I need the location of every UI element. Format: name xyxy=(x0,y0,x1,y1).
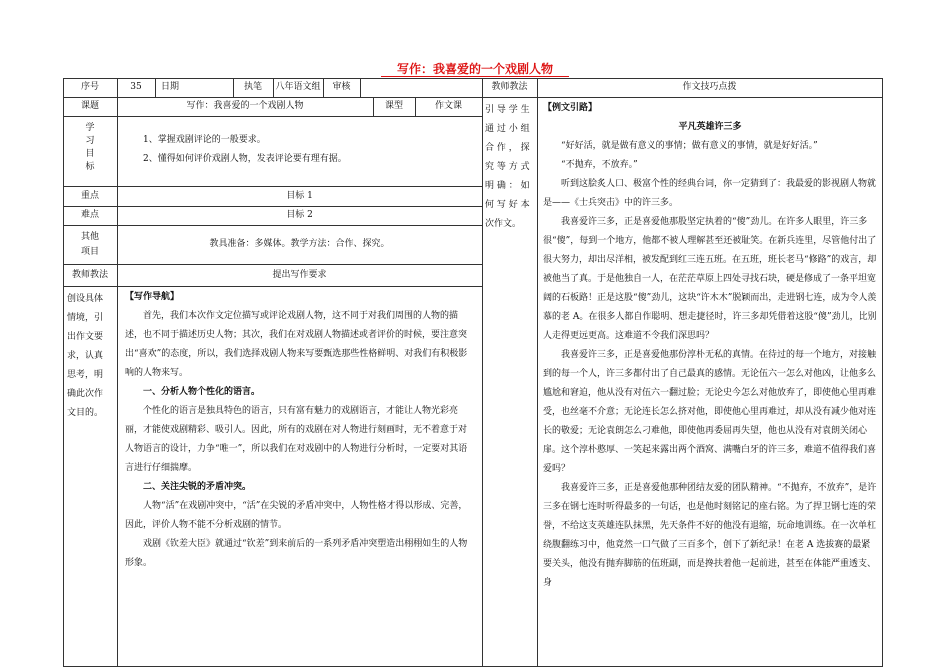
method-description-left: 创设具体 情境，引 出作文要 求，认真 思考，明 确此次作 文目的。 xyxy=(67,294,104,418)
col-divider xyxy=(482,78,483,667)
writer-value: 八年语文组 xyxy=(275,82,321,92)
row-divider xyxy=(63,116,482,117)
topic-label: 课题 xyxy=(80,101,99,111)
guide-subheading: 一、分析人物个性化的语言。 xyxy=(143,387,261,397)
essay-paragraph: 我喜爱许三多，正是喜爱他那种团结友爱的团队精神。“不抛弃，不放弃”，是许三多在钢七连时听得最多的一句话，也是他时刻铭记的座右铭。为了捍卫钢七连的荣誉，不给这支英雄连队抹黑，先天条件不好的他没有退缩，玩命地训练。在一次单杠绕腹翻练习中，他竟然一口气做了三百多个，创下了新纪录！在老 A 选拔赛的最紧要关头，他没有抛弃脚筋的伍班副，而是搀扶着他一起前进，甚至在体能严重透支、身 xyxy=(543,483,877,588)
table-border-right xyxy=(882,78,883,667)
example-section xyxy=(543,99,877,664)
lesson-plan-table xyxy=(63,78,883,667)
date-label: 日期 xyxy=(161,82,180,92)
type-value: 作文课 xyxy=(434,101,462,111)
type-label: 课型 xyxy=(384,101,403,111)
guide-paragraph: 戏剧《钦差大臣》就通过“钦差”到来前后的一系列矛盾冲突塑造出栩栩如生的人物形象。 xyxy=(125,539,468,568)
goal-1: 1、掌握戏剧评论的一般要求。 xyxy=(143,135,266,145)
guide-paragraph: 个性化的语言是独具特色的语言，只有富有魅力的戏剧语言，才能让人物光彩亮丽，才能使戏剧精彩、吸引人。因此，所有的戏剧在对人物进行刻画时，无不着意于对人物语言的设计，力争“唯一”，所以我们在对戏剧中的人物进行分析时，一定要对其语言进行仔细揣摩。 xyxy=(125,406,468,473)
guide-section xyxy=(125,288,475,573)
writer-label: 执笔 xyxy=(243,82,262,92)
seq-label: 序号 xyxy=(80,82,99,92)
essay-paragraph: 我喜爱许三多，正是喜爱他那份淳朴无私的真情。在待过的每一个地方，对接触到的每一个人，许三多都付出了自己最真的感情。无论伍六一怎么对他凶，让他多么尴尬和窘迫，他从没有对伍六一翻过脸；无论史今怎么对他放弃了，即使他心里再难受，也丝毫不介意；无论连长怎么挤对他，即使他心里再难过，却从没有减少他对连长的敬爱；无论袁朗怎么刁难他，即使他再委屈再失望，他也从没有对袁朗关闭心扉。这个淳朴憨厚、一笑起来露出两个酒窝、满嘴白牙的许三多，难道不值得我们喜爱吗？ xyxy=(543,350,877,474)
essay-paragraph: “好好活，就是做有意义的事情；做有意义的事情，就是好好活。” xyxy=(561,141,818,151)
diff-label: 难点 xyxy=(80,210,99,220)
topic-value: 写作：我喜爱的一个戏剧人物 xyxy=(186,101,304,111)
review-label: 审核 xyxy=(332,82,351,92)
method-description-right: 引 导 学 生 通 过 小 组 合 作 ， 探 究 等 方 式 明 确 ： 如 何 写 好 本 次作文。 xyxy=(485,105,530,229)
col-divider xyxy=(155,78,156,97)
essay-title: 平凡英雄许三多 xyxy=(678,122,742,132)
guide-paragraph: 首先，我们本次作文定位描写或评论戏剧人物，这不同于对我们周围的人物的描述，也不同于描述历史人物；其次，我们在对戏剧人物描述或者评价的时候，要注意突出“喜欢”的态度，所以，我们选择戏剧人物来写要甄选那些性格鲜明、对我们有积极影响的人物来写。 xyxy=(125,311,468,378)
other-value: 教具准备：多媒体。教学方法：合作、探究。 xyxy=(209,239,390,249)
skill-header: 作文技巧点拨 xyxy=(682,82,737,92)
essay-paragraph: 我喜爱许三多，正是喜爱他那股坚定执着的“傻”劲儿。在许多人眼里，许三多很“傻”，每到一个地方，他都不被人理解甚至还被耻笑。在新兵连里，尽管他付出了很大努力，却出尽洋相，被发配到红三连五班。在五班，班长老马“修路”的戏言，却被他当了真。于是他独自一人，在茫茫草原上四处寻找石块，硬是修成了一条平坦宽阔的石板路！正是这股“傻”劲儿，这块“许木木”脱颖而出，走进钢七连，成为令人羡慕的老 A。在很多人都自作聪明、想走捷径时，许三多却凭借着这股“傻”劲儿，比别人走得更远更高。这难道不令我们深思吗？ xyxy=(543,217,877,341)
goal-2: 2、懂得如何评价戏剧人物，发表评论要有理有据。 xyxy=(143,154,347,164)
guide-paragraph: 人物“活”在戏剧冲突中，“活”在尖锐的矛盾冲突中，人物性格才得以形成、完善，因此，评价人物不能不分析戏剧的情节。 xyxy=(125,501,468,530)
guide-heading: 【写作导航】 xyxy=(125,292,180,302)
guide-subheading: 二、关注尖锐的矛盾冲突。 xyxy=(143,482,252,492)
essay-paragraph: 听到这脍炙人口、极富个性的经典台词，你一定猜到了：我最爱的影视剧人物就是——《士兵突击》中的许三多。 xyxy=(543,179,877,208)
col-divider xyxy=(537,78,538,667)
method-label: 教师教法 xyxy=(71,269,108,280)
other-label: 其他 项目 xyxy=(80,232,99,257)
essay-paragraph: “不抛弃，不放弃。” xyxy=(561,160,638,170)
diff-value: 目标 2 xyxy=(286,210,313,220)
key-value: 目标 1 xyxy=(286,190,313,201)
col-divider xyxy=(360,78,361,97)
goals-label: 学 习 目 标 xyxy=(85,123,95,172)
key-label: 重点 xyxy=(80,190,99,201)
row-divider xyxy=(63,286,482,287)
document-title: 写作：我喜爱的一个戏剧人物 xyxy=(0,60,950,77)
seq-value: 35 xyxy=(130,82,142,92)
method-value: 提出写作要求 xyxy=(272,269,327,280)
col-divider xyxy=(117,78,118,667)
example-heading: 【例文引路】 xyxy=(543,103,598,113)
method-header: 教师教法 xyxy=(491,82,528,92)
